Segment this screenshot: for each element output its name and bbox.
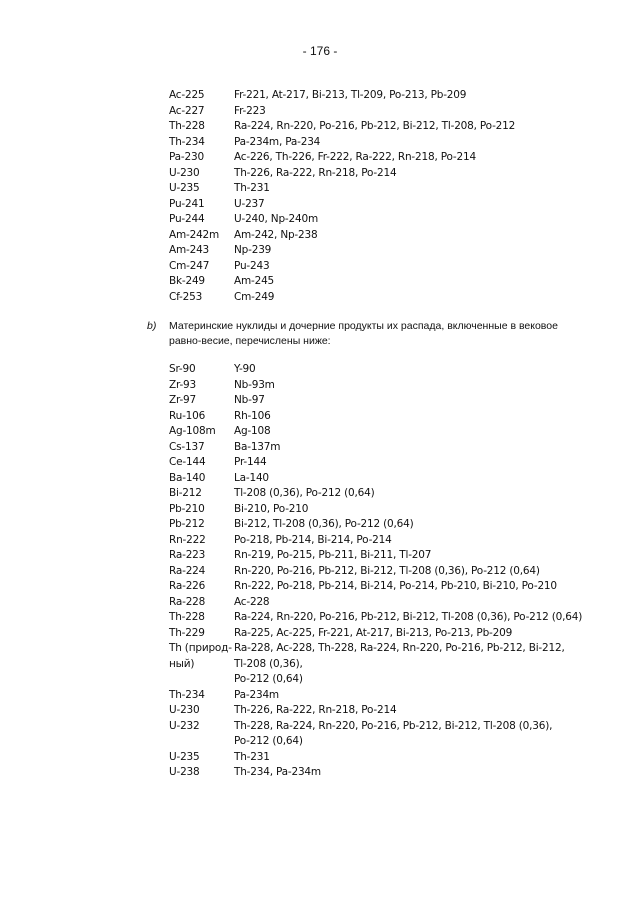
daughter-products: Am-242, Np-238: [234, 228, 318, 241]
parent-nuclide: Pb-210: [169, 502, 205, 515]
daughter-products: Pa-234m, Pa-234: [234, 135, 321, 148]
table-row: [169, 424, 589, 440]
daughter-products: Ra-224, Rn-220, Po-216, Pb-212, Bi-212, Tl-208 (0,36), Po-212 (0,64): [234, 611, 583, 623]
table-row: [169, 471, 589, 487]
table-row: [169, 243, 589, 259]
table-row: [169, 564, 589, 580]
daughter-products: Th-228, Ra-224, Rn-220, Po-216, Pb-212, Bi-212, Tl-208 (0,36), Po-212 (0,64): [234, 719, 553, 747]
table-row: [169, 579, 589, 595]
parent-nuclide: U-235: [169, 182, 200, 194]
table-row: [169, 393, 589, 409]
parent-nuclide: Ce-144: [169, 456, 206, 468]
table-row: [169, 274, 589, 290]
parent-nuclide: Th-229: [169, 626, 205, 639]
parent-nuclide: Ac-225: [169, 89, 205, 101]
table-row: [169, 610, 589, 626]
parent-nuclide: Ra-223: [169, 549, 206, 561]
parent-nuclide: Ra-226: [169, 580, 206, 592]
section-b-marker: b): [147, 320, 157, 332]
parent-nuclide: Th (природ- ный): [169, 642, 232, 670]
parent-nuclide: Th-228: [169, 120, 205, 132]
daughter-products: Pa-234m: [234, 688, 279, 701]
daughter-products: Th-226, Ra-222, Rn-218, Po-214: [234, 704, 397, 716]
table-row: [169, 440, 589, 456]
daughter-products: Nb-97: [234, 394, 265, 406]
daughter-products: Bi-210, Po-210: [234, 502, 309, 515]
table-row: [169, 378, 589, 394]
parent-nuclide: U-238: [169, 766, 200, 778]
daughter-products: U-240, Np-240m: [234, 213, 318, 225]
parent-nuclide: Pa-230: [169, 151, 204, 163]
table-row: [169, 362, 589, 378]
table-row: [169, 150, 589, 166]
daughter-products: Tl-208 (0,36), Po-212 (0,64): [234, 487, 375, 499]
parent-nuclide: Sr-90: [169, 363, 196, 375]
daughter-products: Cm-249: [234, 290, 275, 303]
daughter-products: Fr-221, At-217, Bi-213, Tl-209, Po-213, Pb-209: [234, 89, 467, 101]
table-row: [169, 259, 589, 275]
parent-nuclide: Cm-247: [169, 259, 210, 272]
table-row: [169, 409, 589, 425]
table-row: [169, 212, 589, 228]
parent-nuclide: Ac-227: [169, 104, 205, 117]
table-row: [169, 688, 589, 704]
table-row: [169, 502, 589, 518]
table-row: [169, 104, 589, 120]
table-row: [169, 626, 589, 642]
parent-nuclide: U-230: [169, 166, 200, 179]
table-row: [169, 750, 589, 766]
parent-nuclide: Rn-222: [169, 533, 206, 546]
table-row: [169, 197, 589, 213]
daughter-products: Rn-219, Po-215, Pb-211, Bi-211, Tl-207: [234, 549, 432, 561]
parent-nuclide: Cs-137: [169, 440, 205, 453]
parent-nuclide: Zr-97: [169, 394, 196, 406]
table-row: [169, 181, 589, 197]
daughter-products: Pr-144: [234, 456, 267, 468]
daughter-products: Ac-226, Th-226, Fr-222, Ra-222, Rn-218, Po-214: [234, 151, 476, 163]
table-row: [169, 486, 589, 502]
daughter-products: Nb-93m: [234, 378, 275, 391]
daughter-products: Am-245: [234, 275, 275, 287]
table-row: [169, 228, 589, 244]
daughter-products: Ba-137m: [234, 440, 281, 453]
daughter-products: La-140: [234, 471, 269, 484]
table-row: [169, 517, 589, 533]
table-row: [169, 765, 589, 781]
daughter-products: Ra-228, Ac-228, Th-228, Ra-224, Rn-220, Po-216, Pb-212, Bi-212, Tl-208 (0,36), Po-212 (0,64): [234, 642, 565, 685]
table-row: [169, 548, 589, 564]
table-row: [169, 119, 589, 135]
table-row: [169, 88, 589, 104]
parent-nuclide: Am-242m: [169, 228, 220, 241]
table-row: [169, 703, 589, 719]
daughter-products: Th-231: [234, 750, 270, 763]
parent-nuclide: Zr-93: [169, 378, 196, 391]
daughter-products: Ra-224, Rn-220, Po-216, Pb-212, Bi-212, Tl-208, Po-212: [234, 120, 516, 132]
nuclide-table-a: [169, 88, 589, 305]
parent-nuclide: Am-243: [169, 244, 210, 256]
table-row: [169, 455, 589, 471]
daughter-products: Rh-106: [234, 409, 271, 422]
parent-nuclide: Ra-224: [169, 564, 206, 577]
daughter-products: Y-90: [234, 363, 256, 375]
parent-nuclide: Cf-253: [169, 290, 203, 303]
daughter-products: Th-226, Ra-222, Rn-218, Po-214: [234, 166, 397, 179]
table-row: [169, 533, 589, 549]
parent-nuclide: Th-234: [169, 135, 205, 148]
parent-nuclide: U-230: [169, 704, 200, 716]
parent-nuclide: Bi-212: [169, 487, 202, 499]
daughter-products: Fr-223: [234, 104, 266, 117]
parent-nuclide: Th-234: [169, 688, 205, 701]
section-b-intro: [147, 319, 577, 349]
table-row: [169, 719, 589, 750]
daughter-products: U-237: [234, 197, 265, 210]
parent-nuclide: Th-228: [169, 611, 205, 623]
daughter-products: Ra-225, Ac-225, Fr-221, At-217, Bi-213, Po-213, Pb-209: [234, 626, 513, 639]
daughter-products: Ac-228: [234, 595, 270, 608]
daughter-products: Bi-212, Tl-208 (0,36), Po-212 (0,64): [234, 518, 414, 530]
parent-nuclide: U-235: [169, 750, 200, 763]
parent-nuclide: Ru-106: [169, 409, 206, 422]
daughter-products: Np-239: [234, 244, 272, 256]
daughter-products: Rn-222, Po-218, Pb-214, Bi-214, Po-214, Pb-210, Bi-210, Po-210: [234, 580, 557, 592]
table-row: [169, 290, 589, 306]
daughter-products: Ag-108: [234, 425, 271, 437]
parent-nuclide: Bk-249: [169, 275, 205, 287]
daughter-products: Th-231: [234, 182, 270, 194]
daughter-products: Po-218, Pb-214, Bi-214, Po-214: [234, 533, 392, 546]
table-row: [169, 641, 589, 688]
nuclide-table-b: [169, 362, 589, 781]
parent-nuclide: U-232: [169, 719, 200, 732]
section-b-text: Материнские нуклиды и дочерние продукты их распада, включенные в вековое равно-весие, перечислены ниже:: [169, 320, 558, 347]
daughter-products: Pu-243: [234, 259, 270, 272]
table-row: [169, 166, 589, 182]
parent-nuclide: Pu-244: [169, 213, 205, 225]
parent-nuclide: Ba-140: [169, 471, 206, 484]
page-number: - 176 -: [302, 44, 338, 58]
daughter-products: Th-234, Pa-234m: [234, 766, 321, 778]
table-row: [169, 135, 589, 151]
parent-nuclide: Pu-241: [169, 197, 205, 210]
parent-nuclide: Ag-108m: [169, 425, 216, 437]
parent-nuclide: Pb-212: [169, 518, 205, 530]
parent-nuclide: Ra-228: [169, 595, 206, 608]
daughter-products: Rn-220, Po-216, Pb-212, Bi-212, Tl-208 (0,36), Po-212 (0,64): [234, 564, 540, 577]
table-row: [169, 595, 589, 611]
